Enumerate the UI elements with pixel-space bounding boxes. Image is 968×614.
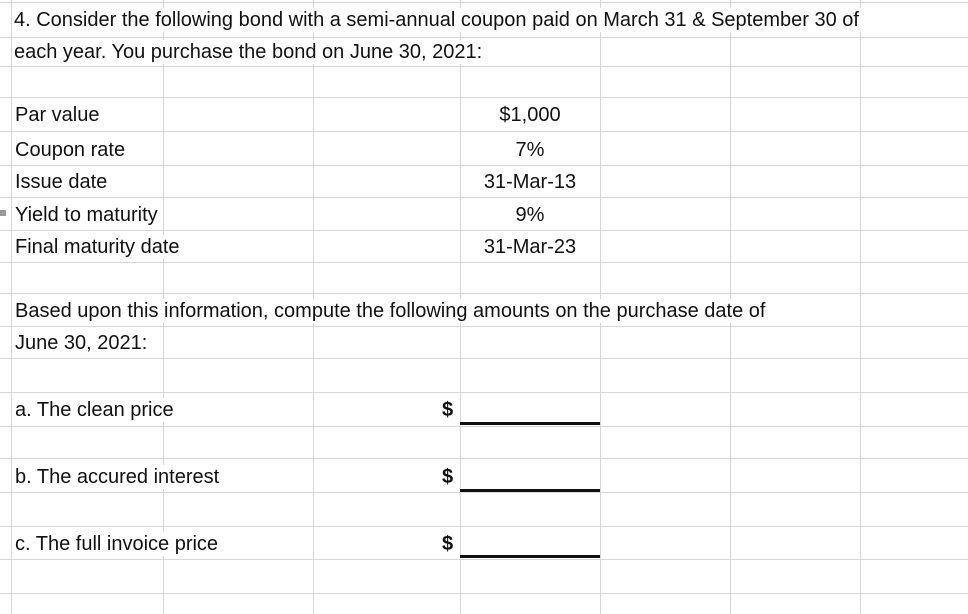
maturity-date-value: 31-Mar-23 <box>483 236 577 258</box>
gridline <box>0 66 968 67</box>
full-invoice-price-label: c. The full invoice price <box>15 532 221 556</box>
question-line-2: each year. You purchase the bond on June 30, 2021: <box>14 40 485 64</box>
gridline <box>0 165 968 166</box>
par-value-label: Par value <box>15 103 103 127</box>
gridline <box>0 358 968 359</box>
row-marker <box>0 210 6 216</box>
instruction-line-2: June 30, 2021: <box>15 331 150 355</box>
full-invoice-price-currency: $ <box>442 533 454 555</box>
clean-price-currency: $ <box>442 399 454 421</box>
maturity-date-label: Final maturity date <box>15 235 183 259</box>
gridline <box>0 230 968 231</box>
gridline <box>11 0 12 614</box>
coupon-rate-label: Coupon rate <box>15 138 128 162</box>
instruction-line-1: Based upon this information, compute the following amounts on the purchase date of <box>15 299 768 323</box>
ytm-label: Yield to maturity <box>15 203 161 227</box>
gridline <box>0 2 968 3</box>
gridline <box>0 131 968 132</box>
gridline <box>0 97 968 98</box>
accrued-interest-answer-field[interactable] <box>460 489 600 492</box>
gridline <box>0 37 968 38</box>
gridline <box>0 458 968 459</box>
gridline <box>0 262 968 263</box>
gridline <box>0 526 968 527</box>
gridline <box>0 559 968 560</box>
gridline <box>0 392 968 393</box>
gridline <box>0 293 968 294</box>
full-invoice-price-answer-field[interactable] <box>460 555 600 558</box>
gridline <box>0 492 968 493</box>
accrued-interest-label: b. The accured interest <box>15 465 222 489</box>
gridline <box>860 0 861 614</box>
gridline <box>0 197 968 198</box>
clean-price-label: a. The clean price <box>15 398 177 422</box>
question-line-1: 4. Consider the following bond with a semi-annual coupon paid on March 31 & September 30 of <box>14 8 862 32</box>
coupon-rate-value: 7% <box>515 139 545 161</box>
gridline <box>0 593 968 594</box>
accrued-interest-currency: $ <box>442 466 454 488</box>
ytm-value: 9% <box>515 204 545 226</box>
par-value: $1,000 <box>499 104 561 126</box>
clean-price-answer-field[interactable] <box>460 422 600 425</box>
gridline <box>0 326 968 327</box>
issue-date-label: Issue date <box>15 170 110 194</box>
gridline <box>0 426 968 427</box>
issue-date-value: 31-Mar-13 <box>483 171 577 193</box>
